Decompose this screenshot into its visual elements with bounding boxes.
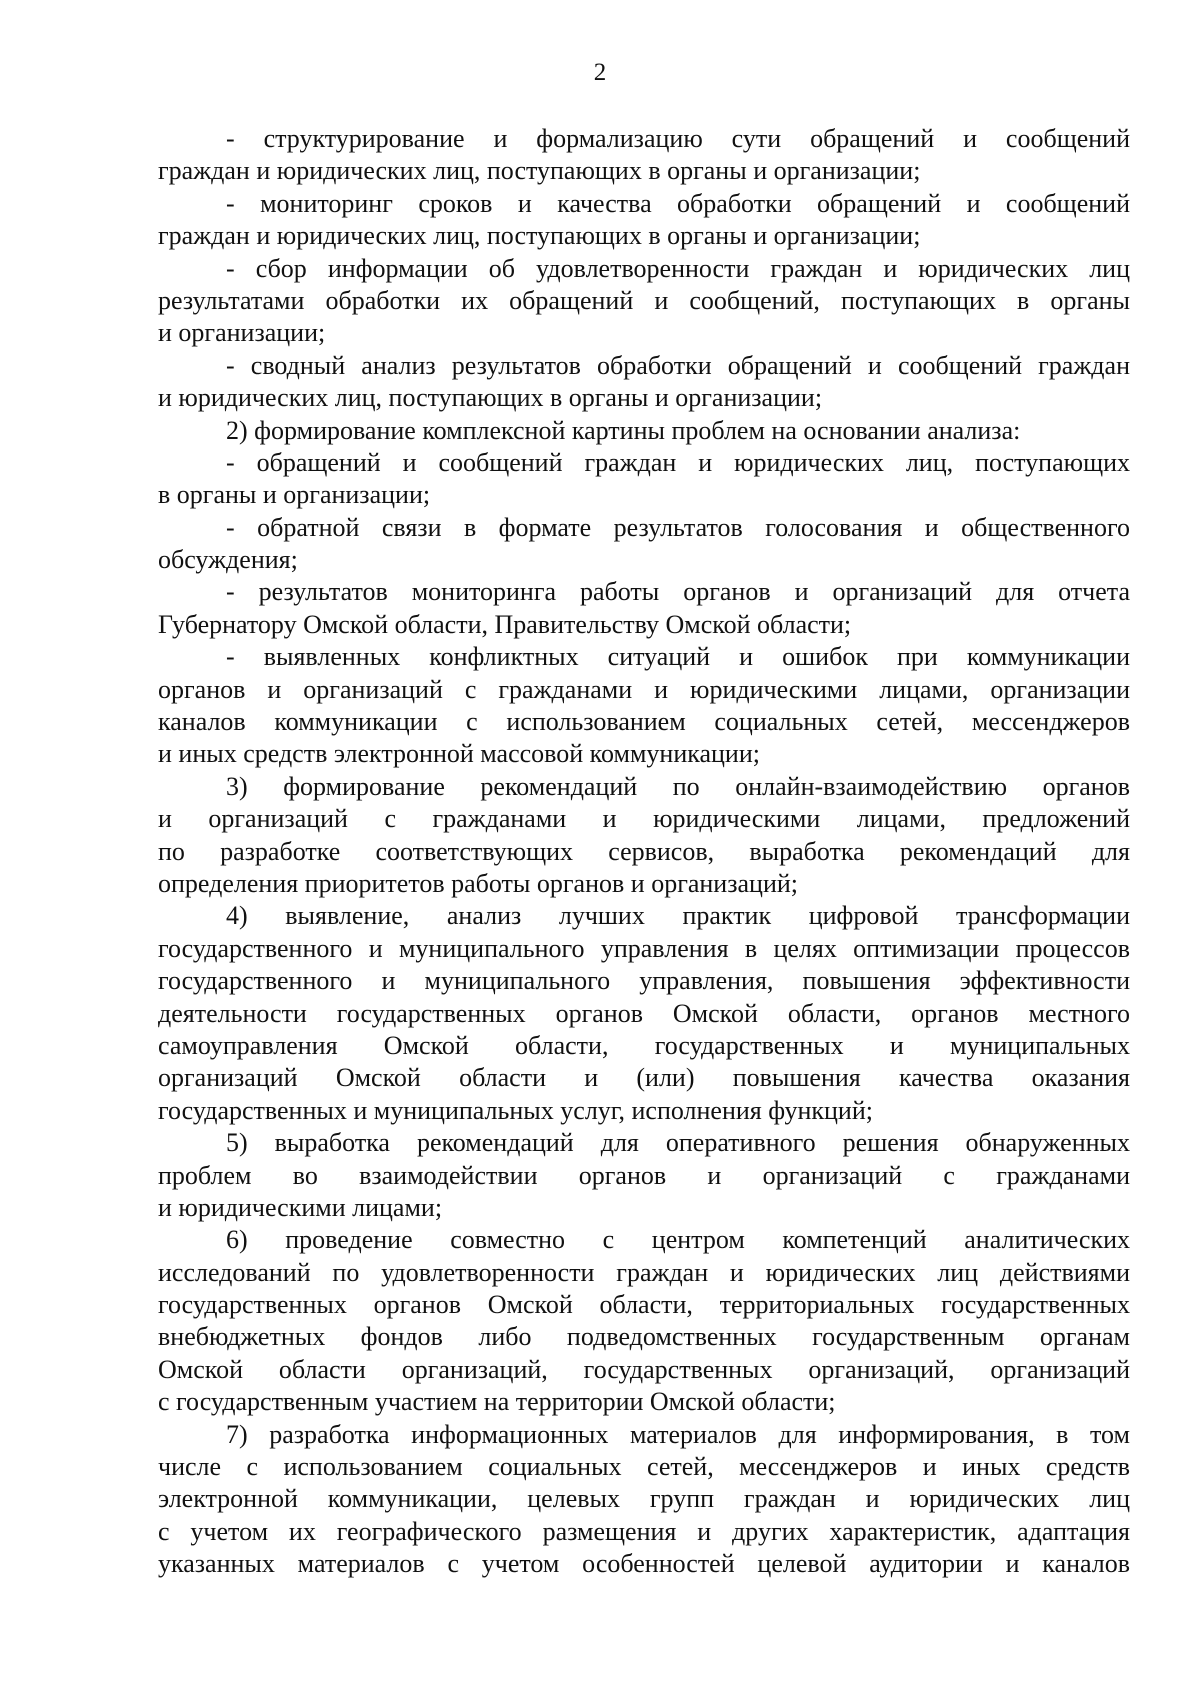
text-line: - мониторинг сроков и качества обработки обращений и сообщений xyxy=(226,188,1130,218)
text-line: по разработке соответствующих сервисов, выработка рекомендаций для xyxy=(158,836,1130,866)
text-line: и организации; xyxy=(158,318,326,348)
text-line: с учетом их географического размещения и других характеристик, адаптация xyxy=(158,1516,1130,1546)
text-line: - результатов мониторинга работы органов и организаций для отчета xyxy=(226,577,1130,607)
text-line: определения приоритетов работы органов и организаций; xyxy=(158,868,798,898)
text-line: результатами обработки их обращений и сообщений, поступающих в органы xyxy=(158,285,1130,315)
text-line: - выявленных конфликтных ситуаций и ошибок при коммуникации xyxy=(226,642,1130,672)
text-line: электронной коммуникации, целевых групп граждан и юридических лиц xyxy=(158,1484,1130,1514)
text-line: 5) выработка рекомендаций для оперативного решения обнаруженных xyxy=(226,1128,1130,1158)
text-line: государственных органов Омской области, территориальных государственных xyxy=(158,1290,1130,1320)
document-body xyxy=(158,123,1130,1581)
text-line: 7) разработка информационных материалов для информирования, в том xyxy=(226,1419,1130,1449)
text-line: исследований по удовлетворенности граждан и юридических лиц действиями xyxy=(158,1257,1130,1287)
text-line: и юридических лиц, поступающих в органы и организации; xyxy=(158,383,823,413)
text-line: организаций Омской области и (или) повышения качества оказания xyxy=(158,1063,1130,1093)
text-line: органов и организаций с гражданами и юридическими лицами, организации xyxy=(158,674,1130,704)
text-line: 2) формирование комплексной картины проблем на основании анализа: xyxy=(226,415,1021,445)
text-line: с государственным участием на территории Омской области; xyxy=(158,1387,836,1417)
text-line: 6) проведение совместно с центром компетенций аналитических xyxy=(226,1225,1130,1255)
text-line: указанных материалов с учетом особенностей целевой аудитории и каналов xyxy=(158,1549,1130,1579)
text-line: - структурирование и формализацию сути обращений и сообщений xyxy=(226,124,1130,153)
text-line: - обратной связи в формате результатов голосования и общественного xyxy=(226,512,1130,542)
text-line: самоуправления Омской области, государственных и муниципальных xyxy=(158,1030,1130,1060)
text-line: Губернатору Омской области, Правительству Омской области; xyxy=(158,609,852,639)
text-line: государственного и муниципального управления в целях оптимизации процессов xyxy=(158,933,1130,963)
text-line: Омской области организаций, государственных организаций, организаций xyxy=(158,1354,1130,1384)
text-line: внебюджетных фондов либо подведомственных государственным органам xyxy=(158,1322,1130,1352)
text-line: и юридическими лицами; xyxy=(158,1192,443,1222)
text-line: 3) формирование рекомендаций по онлайн-взаимодействию органов xyxy=(226,771,1130,801)
page-number: 2 xyxy=(593,59,607,86)
text-line: государственного и муниципального управления, повышения эффективности xyxy=(158,966,1130,996)
text-line: - сводный анализ результатов обработки обращений и сообщений граждан xyxy=(226,350,1130,380)
text-line: и иных средств электронной массовой коммуникации; xyxy=(158,739,760,769)
text-line: 4) выявление, анализ лучших практик цифровой трансформации xyxy=(226,901,1130,931)
text-line: деятельности государственных органов Омской области, органов местного xyxy=(158,998,1130,1028)
text-line: в органы и организации; xyxy=(158,480,431,510)
text-line: граждан и юридических лиц, поступающих в органы и организации; xyxy=(158,156,921,186)
text-line: - сбор информации об удовлетворенности граждан и юридических лиц xyxy=(226,253,1130,283)
text-line: и организаций с гражданами и юридическими лицами, предложений xyxy=(158,804,1130,834)
text-line: граждан и юридических лиц, поступающих в органы и организации; xyxy=(158,221,921,251)
text-line: государственных и муниципальных услуг, исполнения функций; xyxy=(158,1095,873,1125)
text-line: обсуждения; xyxy=(158,545,298,575)
text-line: - обращений и сообщений граждан и юридических лиц, поступающих xyxy=(226,447,1130,477)
text-line: каналов коммуникации с использованием социальных сетей, мессенджеров xyxy=(158,707,1130,737)
text-line: числе с использованием социальных сетей, мессенджеров и иных средств xyxy=(158,1452,1130,1482)
text-line: проблем во взаимодействии органов и организаций с гражданами xyxy=(158,1160,1130,1190)
